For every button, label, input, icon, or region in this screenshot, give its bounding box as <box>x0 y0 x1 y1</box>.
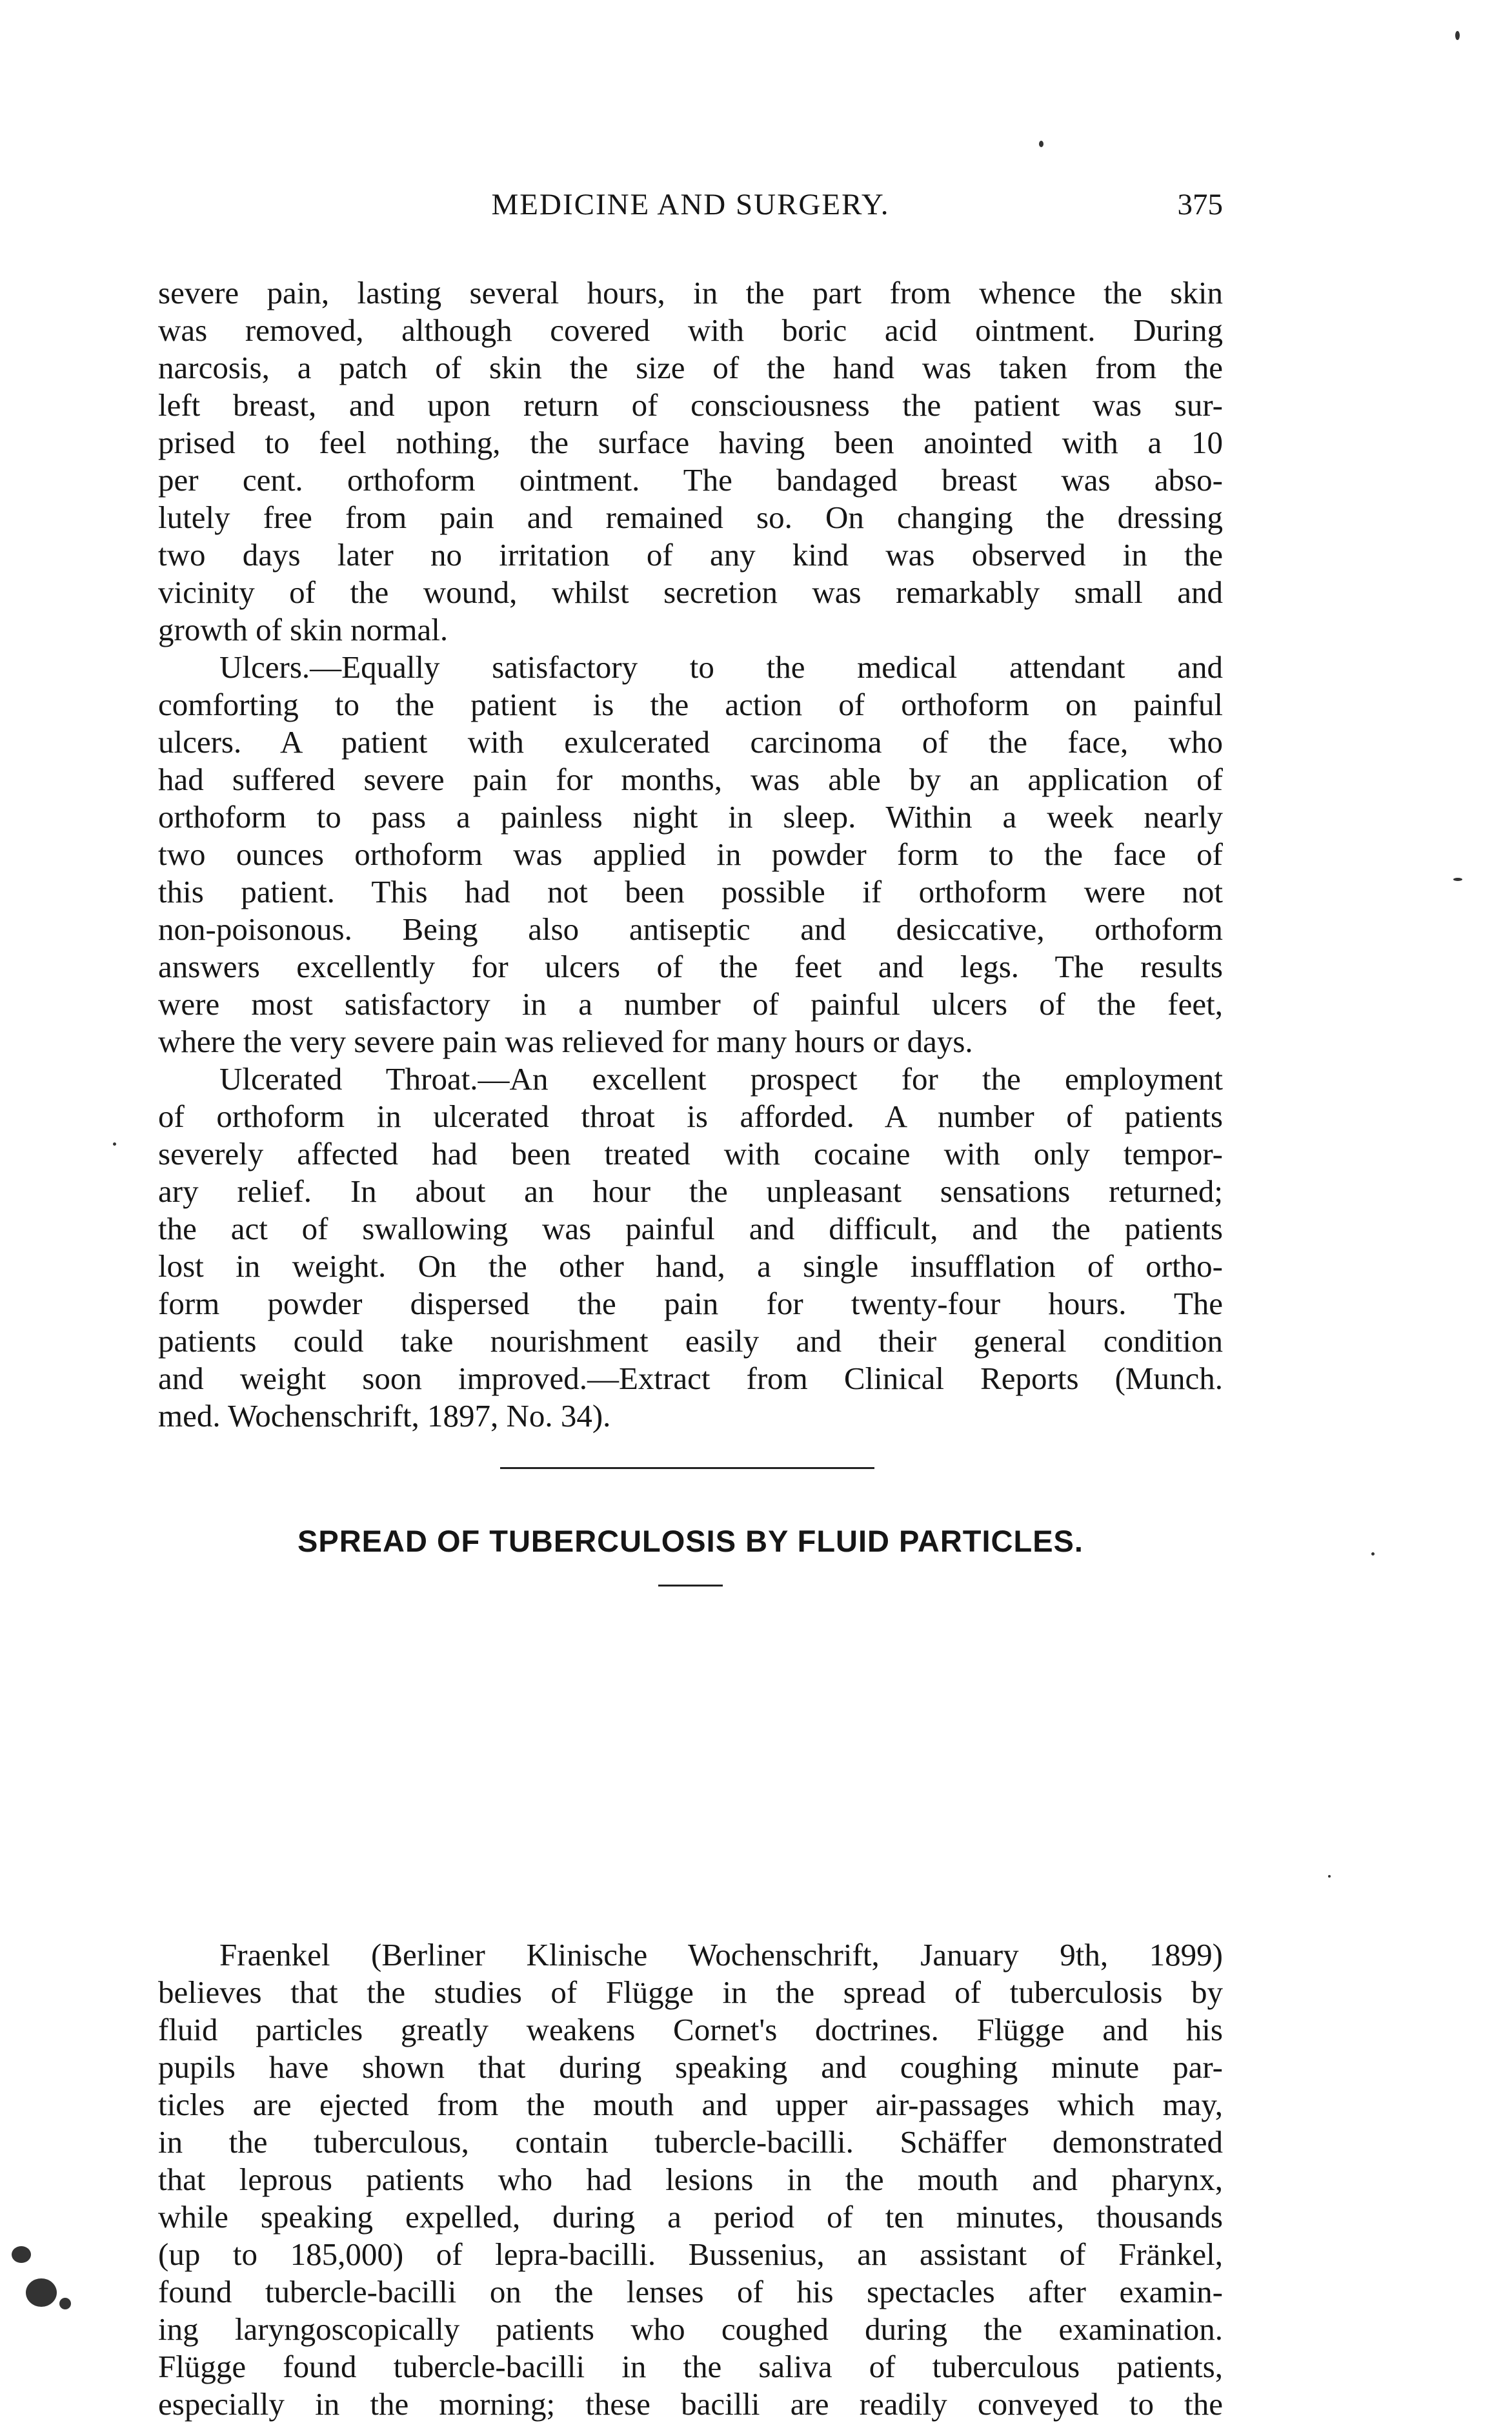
text-line: narcosis, a patch of skin the size of the hand was taken from the <box>158 350 1223 385</box>
text-line: were most satisfactory in a number of painful ulcers of the feet, <box>158 986 1223 1022</box>
text-line: ing laryngoscopically patients who coughed during the examination. <box>158 2311 1223 2347</box>
scan-speck <box>1455 31 1460 40</box>
text-line: Flügge found tubercle-bacilli in the saliva of tuberculous patients, <box>158 2349 1223 2384</box>
text-line: growth of skin normal. <box>158 612 449 647</box>
text-line: believes that the studies of Flügge in the spread of tuberculosis by <box>158 1974 1223 2010</box>
text-line: in the tuberculous, contain tubercle-bacilli. Schäffer demonstrated <box>158 2124 1223 2160</box>
scan-speck <box>1371 1552 1375 1556</box>
scan-speck <box>59 2298 71 2309</box>
article-body <box>158 274 1223 1435</box>
section-divider <box>500 1467 874 1469</box>
section-heading: SPREAD OF TUBERCULOSIS BY FLUID PARTICLES. <box>297 1524 1084 1558</box>
text-line: found tubercle-bacilli on the lenses of his spectacles after examin- <box>158 2274 1223 2309</box>
text-line: Ulcerated Throat.—An excellent prospect for the employment <box>219 1061 1223 1097</box>
text-line: form powder dispersed the pain for twenty-four hours. The <box>158 1286 1223 1321</box>
text-line: patients could take nourishment easily and their general condition <box>158 1323 1223 1359</box>
text-line: comforting to the patient is the action of orthoform on painful <box>158 687 1223 722</box>
text-line: where the very severe pain was relieved for many hours or days. <box>158 1024 973 1059</box>
article-body <box>158 1936 1223 2423</box>
text-line: med. Wochenschrift, 1897, No. 34). <box>158 1398 611 1434</box>
text-line: severely affected had been treated with cocaine with only tempor- <box>158 1136 1223 1171</box>
text-line: ary relief. In about an hour the unpleasant sensations returned; <box>158 1173 1223 1209</box>
text-line: severe pain, lasting several hours, in the part from whence the skin <box>158 275 1223 310</box>
text-line: orthoform to pass a painless night in sleep. Within a week nearly <box>158 799 1223 835</box>
text-line: two days later no irritation of any kind was observed in the <box>158 537 1223 573</box>
text-line: fluid particles greatly weakens Cornet's doctrines. Flügge and his <box>158 2012 1223 2047</box>
scan-speck <box>26 2278 57 2307</box>
text-line: while speaking expelled, during a period of ten minutes, thousands <box>158 2199 1223 2235</box>
text-line: and weight soon improved.—Extract from Clinical Reports (Munch. <box>158 1361 1223 1396</box>
text-line: two ounces orthoform was applied in powder form to the face of <box>158 836 1223 872</box>
text-line: vicinity of the wound, whilst secretion was remarkably small and <box>158 574 1223 610</box>
page-number: 375 <box>1177 188 1223 221</box>
text-line: of orthoform in ulcerated throat is afforded. A number of patients <box>158 1099 1223 1134</box>
text-line: Ulcers.—Equally satisfactory to the medical attendant and <box>219 649 1223 685</box>
running-head <box>158 187 1223 232</box>
scan-speck <box>1453 878 1462 881</box>
text-line: per cent. orthoform ointment. The bandaged breast was abso- <box>158 462 1223 498</box>
text-line: left breast, and upon return of consciousness the patient was sur- <box>158 387 1223 423</box>
text-line: (up to 185,000) of lepra-bacilli. Bussenius, an assistant of Fränkel, <box>158 2236 1223 2272</box>
text-line: answers excellently for ulcers of the feet and legs. The results <box>158 949 1223 984</box>
text-line: non-poisonous. Being also antiseptic and desiccative, orthoform <box>158 911 1223 947</box>
running-title: MEDICINE AND SURGERY. <box>491 188 890 221</box>
text-line: this patient. This had not been possible if orthoform were not <box>158 874 1223 909</box>
text-line: that leprous patients who had lesions in the mouth and pharynx, <box>158 2162 1223 2197</box>
text-line: the act of swallowing was painful and difficult, and the patients <box>158 1211 1223 1246</box>
scan-speck <box>1039 141 1043 147</box>
scan-speck <box>113 1142 116 1146</box>
scan-speck <box>12 2246 31 2263</box>
text-line: Fraenkel (Berliner Klinische Wochenschrift, January 9th, 1899) <box>219 1937 1223 1972</box>
text-line: ulcers. A patient with exulcerated carcinoma of the face, who <box>158 724 1223 760</box>
scan-speck <box>1328 1875 1331 1878</box>
text-line: ticles are ejected from the mouth and upper air-passages which may, <box>158 2087 1223 2122</box>
text-line: was removed, although covered with boric acid ointment. During <box>158 312 1223 348</box>
text-line: especially in the morning; these bacilli are readily conveyed to the <box>158 2386 1223 2422</box>
heading-rule <box>658 1585 723 1587</box>
text-line: had suffered severe pain for months, was able by an application of <box>158 762 1223 797</box>
text-line: prised to feel nothing, the surface having been anointed with a 10 <box>158 425 1223 460</box>
text-line: lost in weight. On the other hand, a single insufflation of ortho- <box>158 1248 1223 1284</box>
text-line: pupils have shown that during speaking and coughing minute par- <box>158 2049 1223 2085</box>
text-line: lutely free from pain and remained so. On changing the dressing <box>158 500 1223 535</box>
